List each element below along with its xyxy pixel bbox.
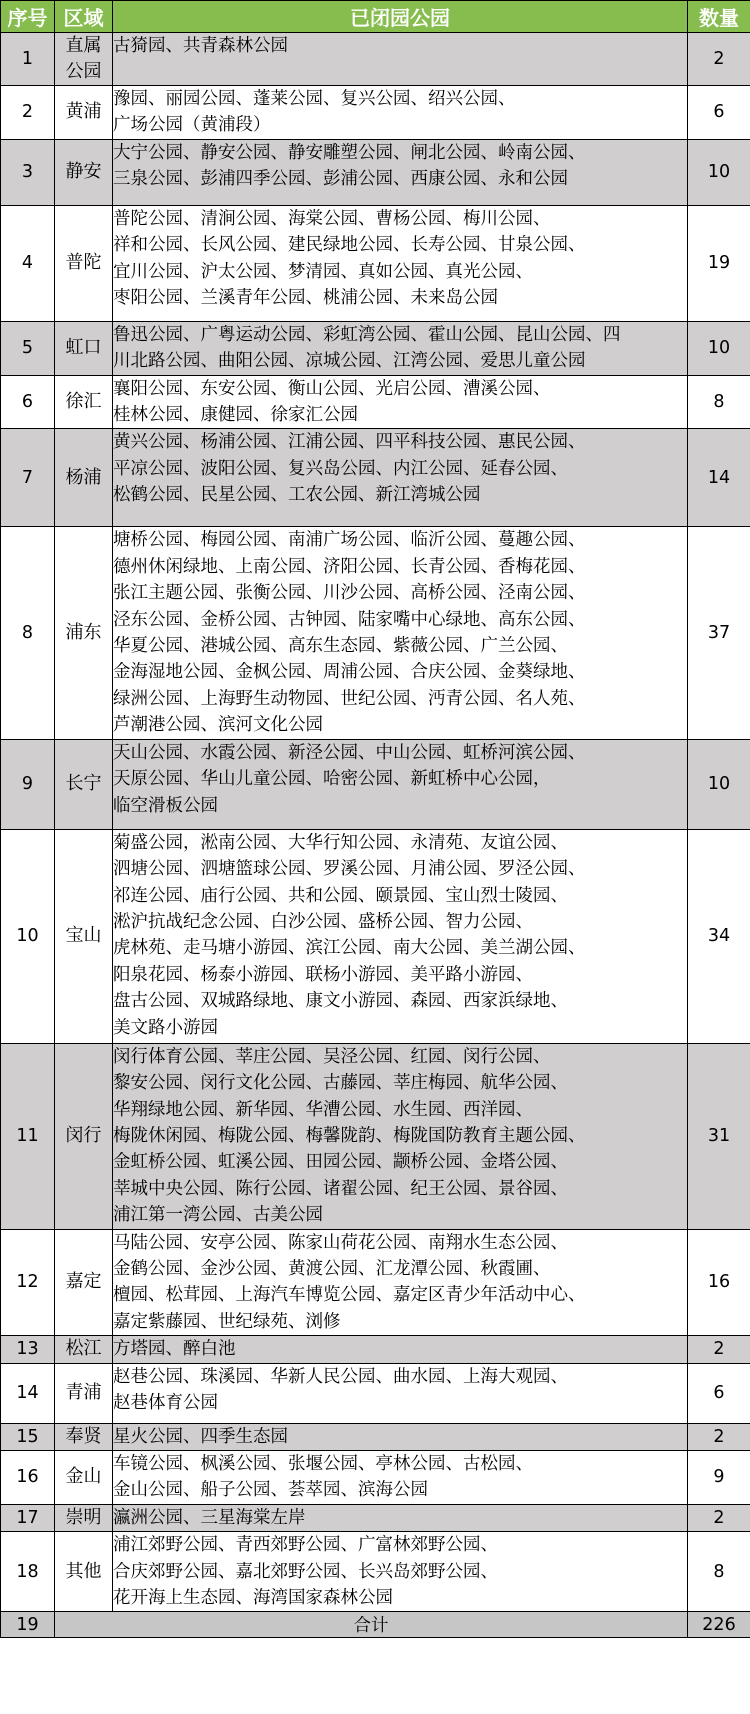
parks-cell: 赵巷公园、珠溪园、华新人民公园、曲水园、上海大观园、 赵巷体育公园 <box>113 1363 688 1423</box>
district-cell: 青浦 <box>55 1363 113 1423</box>
district-cell: 徐汇 <box>55 375 113 429</box>
seq-cell: 11 <box>1 1043 55 1229</box>
parks-cell: 闵行体育公园、莘庄公园、吴泾公园、红园、闵行公园、 黎安公园、闵行文化公园、古藤园、莘庄梅园、航华公园、 华翔绿地公园、新华园、华漕公园、水生园、西洋园、 梅陇休闲园、梅陇公园、梅馨陇韵、梅陇国防教育主题公园、 金虹桥公园、虹溪公园、田园公园、颛桥公园、金塔公园、 莘城中央公园、陈行公园、诸翟公园、纪王公园、景谷园、 浦江第一湾公园、古美公园 <box>113 1043 688 1229</box>
count-cell: 9 <box>688 1450 750 1504</box>
table-row <box>1 33 750 86</box>
total-count-cell: 226 <box>688 1612 750 1638</box>
table-row <box>1 205 750 321</box>
count-cell: 16 <box>688 1229 750 1336</box>
count-cell: 6 <box>688 86 750 140</box>
seq-cell: 10 <box>1 829 55 1043</box>
count-cell: 2 <box>688 33 750 86</box>
table-row <box>1 1504 750 1531</box>
parks-cell: 大宁公园、静安公园、静安雕塑公园、闸北公园、岭南公园、 三泉公园、彭浦四季公园、彭浦公园、西康公园、永和公园 <box>113 139 688 205</box>
table-row <box>1 429 750 527</box>
total-row <box>1 1612 750 1638</box>
parks-cell: 瀛洲公园、三星海棠左岸 <box>113 1504 688 1531</box>
district-cell: 松江 <box>55 1336 113 1363</box>
table-row <box>1 139 750 205</box>
district-cell: 宝山 <box>55 829 113 1043</box>
parks-cell: 菊盛公园，淞南公园、大华行知公园、永清苑、友谊公园、 泗塘公园、泗塘篮球公园、罗溪公园、月浦公园、罗泾公园、 祁连公园、庙行公园、共和公园、颐景园、宝山烈士陵园、 淞沪抗战纪念公园、白沙公园、盛桥公园、智力公园、 虎林苑、走马塘小游园、滨江公园、南大公园、美兰湖公园、 阳泉花园、杨泰小游园、联杨小游园、美平路小游园、 盘古公园、双城路绿地、康文小游园、森园、西家浜绿地、 美文路小游园 <box>113 829 688 1043</box>
seq-cell: 2 <box>1 86 55 140</box>
seq-cell: 16 <box>1 1450 55 1504</box>
district-cell: 虹口 <box>55 321 113 375</box>
seq-cell: 12 <box>1 1229 55 1336</box>
seq-cell: 3 <box>1 139 55 205</box>
table-row <box>1 86 750 140</box>
seq-cell: 13 <box>1 1336 55 1363</box>
seq-cell: 14 <box>1 1363 55 1423</box>
count-cell: 37 <box>688 527 750 739</box>
district-cell: 静安 <box>55 139 113 205</box>
seq-cell: 15 <box>1 1423 55 1450</box>
district-cell: 金山 <box>55 1450 113 1504</box>
count-cell: 8 <box>688 1532 750 1612</box>
count-cell: 2 <box>688 1504 750 1531</box>
count-cell: 10 <box>688 321 750 375</box>
table-row <box>1 1336 750 1363</box>
header-parks: 已闭园公园 <box>113 1 688 33</box>
parks-cell: 普陀公园、清涧公园、海棠公园、曹杨公园、梅川公园、 祥和公园、长风公园、建民绿地公园、长寿公园、甘泉公园、 宜川公园、沪太公园、梦清园、真如公园、真光公园、 枣阳公园、兰溪青年公园、桃浦公园、未来岛公园 <box>113 205 688 321</box>
count-cell: 31 <box>688 1043 750 1229</box>
seq-cell: 17 <box>1 1504 55 1531</box>
count-cell: 8 <box>688 375 750 429</box>
parks-cell: 车镜公园、枫溪公园、张堰公园、亭林公园、古松园、 金山公园、船子公园、荟萃园、滨海公园 <box>113 1450 688 1504</box>
parks-cell: 马陆公园、安亭公园、陈家山荷花公园、南翔水生态公园、 金鹤公园、金沙公园、黄渡公园、汇龙潭公园、秋霞圃、 檀园、松茸园、上海汽车博览公园、嘉定区青少年活动中心、 嘉定紫藤园、世纪绿苑、浏修 <box>113 1229 688 1336</box>
district-cell: 其他 <box>55 1532 113 1612</box>
seq-cell: 5 <box>1 321 55 375</box>
table-row <box>1 527 750 739</box>
count-cell: 2 <box>688 1423 750 1450</box>
table-row <box>1 739 750 829</box>
parks-cell: 黄兴公园、杨浦公园、江浦公园、四平科技公园、惠民公园、 平凉公园、波阳公园、复兴岛公园、内江公园、延春公园、 松鹤公园、民星公园、工农公园、新江湾城公园 <box>113 429 688 527</box>
district-cell: 普陀 <box>55 205 113 321</box>
table-row <box>1 321 750 375</box>
count-cell: 6 <box>688 1363 750 1423</box>
table-row <box>1 1450 750 1504</box>
parks-cell: 塘桥公园、梅园公园、南浦广场公园、临沂公园、蔓趣公园、 德州休闲绿地、上南公园、济阳公园、长青公园、香梅花园、 张江主题公园、张衡公园、川沙公园、高桥公园、泾南公园、 泾东公园、金桥公园、古钟园、陆家嘴中心绿地、高东公园、 华夏公园、港城公园、高东生态园、紫薇公园、广兰公园、 金海湿地公园、金枫公园、周浦公园、合庆公园、金葵绿地、 绿洲公园、上海野生动物园、世纪公园、沔青公园、名人苑、 芦潮港公园、滨河文化公园 <box>113 527 688 739</box>
table-row <box>1 829 750 1043</box>
count-cell: 19 <box>688 205 750 321</box>
district-cell: 直属 公园 <box>55 33 113 86</box>
total-label-cell: 合计 <box>55 1612 688 1638</box>
parks-cell: 天山公园、水霞公园、新泾公园、中山公园、虹桥河滨公园、 天原公园、华山儿童公园、哈密公园、新虹桥中心公园， 临空滑板公园 <box>113 739 688 829</box>
table-row <box>1 1043 750 1229</box>
parks-cell: 鲁迅公园、广粤运动公园、彩虹湾公园、霍山公园、昆山公园、四 川北路公园、曲阳公园、凉城公园、江湾公园、爱思儿童公园 <box>113 321 688 375</box>
seq-cell: 8 <box>1 527 55 739</box>
district-cell: 杨浦 <box>55 429 113 527</box>
district-cell: 崇明 <box>55 1504 113 1531</box>
parks-cell: 浦江郊野公园、青西郊野公园、广富林郊野公园、 合庆郊野公园、嘉北郊野公园、长兴岛郊野公园、 花开海上生态园、海湾国家森林公园 <box>113 1532 688 1612</box>
total-seq-cell: 19 <box>1 1612 55 1638</box>
seq-cell: 1 <box>1 33 55 86</box>
district-cell: 闵行 <box>55 1043 113 1229</box>
parks-cell: 古猗园、共青森林公园 <box>113 33 688 86</box>
parks-cell: 方塔园、醉白池 <box>113 1336 688 1363</box>
seq-cell: 18 <box>1 1532 55 1612</box>
parks-cell: 豫园、丽园公园、蓬莱公园、复兴公园、绍兴公园、 广场公园（黄浦段） <box>113 86 688 140</box>
count-cell: 14 <box>688 429 750 527</box>
header-district: 区域 <box>55 1 113 33</box>
count-cell: 34 <box>688 829 750 1043</box>
header-seq: 序号 <box>1 1 55 33</box>
seq-cell: 4 <box>1 205 55 321</box>
table-row <box>1 1423 750 1450</box>
table-row <box>1 1363 750 1423</box>
district-cell: 奉贤 <box>55 1423 113 1450</box>
district-cell: 浦东 <box>55 527 113 739</box>
table-body <box>1 33 750 1638</box>
header-count: 数量 <box>688 1 750 33</box>
table-row <box>1 375 750 429</box>
count-cell: 2 <box>688 1336 750 1363</box>
district-cell: 黄浦 <box>55 86 113 140</box>
district-cell: 长宁 <box>55 739 113 829</box>
parks-cell: 襄阳公园、东安公园、衡山公园、光启公园、漕溪公园、 桂林公园、康健园、徐家汇公园 <box>113 375 688 429</box>
district-cell: 嘉定 <box>55 1229 113 1336</box>
header-row <box>1 1 750 33</box>
seq-cell: 7 <box>1 429 55 527</box>
count-cell: 10 <box>688 739 750 829</box>
seq-cell: 6 <box>1 375 55 429</box>
table-row <box>1 1532 750 1612</box>
table-row <box>1 1229 750 1336</box>
seq-cell: 9 <box>1 739 55 829</box>
parks-cell: 星火公园、四季生态园 <box>113 1423 688 1450</box>
count-cell: 10 <box>688 139 750 205</box>
